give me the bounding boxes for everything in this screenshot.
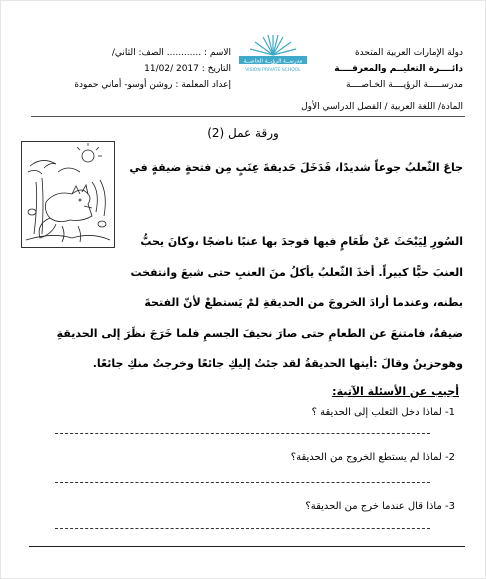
svg-text:مدرســة الرؤيــة الخاصــة: مدرســة الرؤيــة الخاصــة [243, 58, 303, 65]
student-info [9, 45, 231, 93]
answer-line[interactable] [55, 433, 430, 434]
svg-text:VISION PRIVATE SCHOOL: VISION PRIVATE SCHOOL [245, 68, 301, 73]
teacher-credit: إعداد المعلمة : روشن أوسو- أماني حمودة [74, 80, 231, 90]
date-field: التاريخ : 2017 /11/02 [144, 64, 231, 74]
country-name: دولة الإمارات العربية المتحدة [354, 48, 463, 58]
bottom-divider [29, 546, 465, 547]
questions-title: أجيب عن الأسئلة الآتية: [332, 385, 459, 398]
story-line: السُورِ لِيَبْحَثَ عَنْ طَعَامٍ فيها فوجدَ بها عنبًا ناضجًا ،وكانَ يحبُّ [140, 235, 463, 248]
answer-line[interactable] [55, 528, 430, 529]
subject-line: المادة/ اللغة العربية / الفصل الدراسي الأول [301, 102, 463, 112]
fox-icon [22, 142, 114, 247]
story-line: وهوحزينٌ وقالَ :أيتها الحديقةُ لقد جئتُ إليكِ جائعًا وخرجتُ منكِ جائعًا. [92, 357, 463, 370]
question-item: 3- ماذا قال عندما خرج من الحديقة؟ [305, 501, 455, 512]
question-item: 1- لماذا دخل الثعلب إلى الحديقة ؟ [311, 407, 455, 418]
worksheet-title: ورقة عمل (2) [207, 126, 279, 140]
story-line: العنبَ حبًّا كبيراً. أخذَ الثّعلبُ يأكلُ منَ العنبِ حتى شبعَ وانتفخت [130, 266, 463, 279]
header-divider [31, 116, 465, 117]
answer-line[interactable] [55, 482, 430, 483]
story-line: جاعَ الثّعلبُ جوعاً شديدًا، فَدَخَلَ حَديقةَ عِنَبٍ مِن فتحةٍ ضيقةٍ في [129, 161, 463, 174]
school-header [313, 45, 463, 93]
story-line: ضيقةٌ، فامتنعَ عن الطعامِ حتى صارَ نحيفَ الجسمِ فلما خَرَجَ نظَرَ إلى الحديقةِ [56, 327, 463, 340]
department-name: دائــــرة التعليــم والمعرفــــة [334, 64, 463, 74]
school-name: مدرســـــة الرؤيــــة الخـاصــــة [345, 80, 463, 90]
school-logo [223, 33, 323, 77]
story-line: بطنه، وعندما أرادَ الخروجَ من الحديقةِ لمْ يَستطعْ لأنّ الفتحةَ [144, 296, 463, 309]
question-item: 2- لماذا لم يستطع الخروج من الحديقة؟ [290, 452, 455, 463]
fox-illustration [21, 141, 115, 248]
name-field[interactable]: الاسم : ............ [166, 48, 231, 58]
vision-logo-icon [223, 33, 323, 77]
grade-field[interactable]: الصف: الثاني/ [111, 48, 164, 58]
